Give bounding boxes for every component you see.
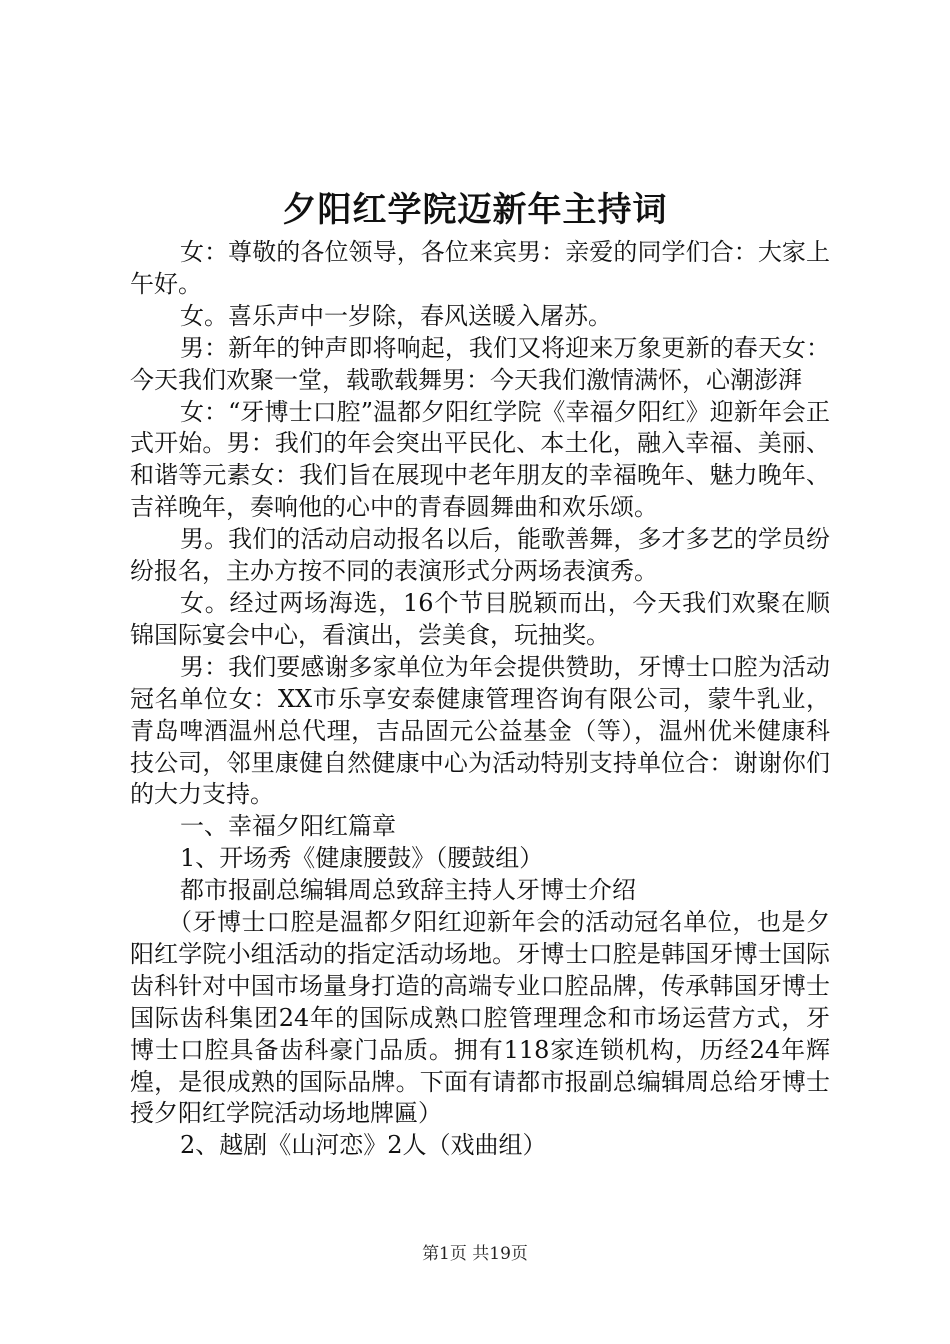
page-number-footer: 第1页 共19页 [422,1244,528,1264]
paragraph-opening: 女：“牙博士口腔”温都夕阳红学院《幸福夕阳红》迎新年会正式开始。男：我们的年会突出平民化、本土化，融入幸福、美丽、和谐等元素女：我们旨在展现中老年朋友的幸福晚年、魅力晚年、吉祥晚年，奏响他的心中的青春圆舞曲和欢乐颂。 [130,397,830,522]
paragraph-auditions: 女。经过两场海选，16个节目脱颖而出，今天我们欢聚在顺锦国际宴会中心，看演出，尝美食，玩抽奖。 [130,588,830,649]
section-heading: 一、幸福夕阳红篇章 [180,812,396,841]
paragraph-sponsors: 男：我们要感谢多家单位为年会提供赞助，牙博士口腔为活动冠名单位女：XX市乐享安泰健康管理咨询有限公司，蒙牛乳业，青岛啤酒温州总代理，吉品固元公益基金（等），温州优米健康科技公司，邻里康健自然健康中心为活动特别支持单位合：谢谢你们的大力支持。 [130,652,830,809]
paragraph-registration: 男。我们的活动启动报名以后，能歌善舞，多才多艺的学员纷纷报名，主办方按不同的表演形式分两场表演秀。 [130,525,830,586]
paragraph-speech: 都市报副总编辑周总致辞主持人牙博士介绍 [180,876,636,905]
paragraph-greeting: 女：尊敬的各位领导，各位来宾男：亲爱的同学们合：大家上午好。 [130,238,830,298]
program-item-2: 2、越剧《山河恋》2人（戏曲组） [180,1131,547,1160]
paragraph-sponsor-intro: （牙博士口腔是温都夕阳红迎新年会的活动冠名单位，也是夕阳红学院小组活动的指定活动场地。牙博士口腔是韩国牙博士国际齿科针对中国市场量身打造的高端专业口腔品牌，传承韩国牙博士国际齿科集团24年的国际成熟口腔管理理念和市场运营方式，牙博士口腔具备齿科豪门品质。拥有118家连锁机构，历经24年辉煌，是很成熟的国际品牌。下面有请都市报副总编辑周总给牙博士授夕阳红学院活动场地牌匾） [130,908,830,1128]
document-title: 夕阳红学院迈新年主持词 [282,190,668,230]
program-item-1: 1、开场秀《健康腰鼓》（腰鼓组） [180,844,544,873]
paragraph-new-year-bell: 男：新年的钟声即将响起，我们又将迎来万象更新的春天女：今天我们欢聚一堂，载歌载舞男：今天我们激情满怀，心潮澎湃 [130,333,830,394]
document-body [130,237,830,1162]
paragraph-verse: 女。喜乐声中一岁除，春风送暖入屠苏。 [180,301,612,330]
